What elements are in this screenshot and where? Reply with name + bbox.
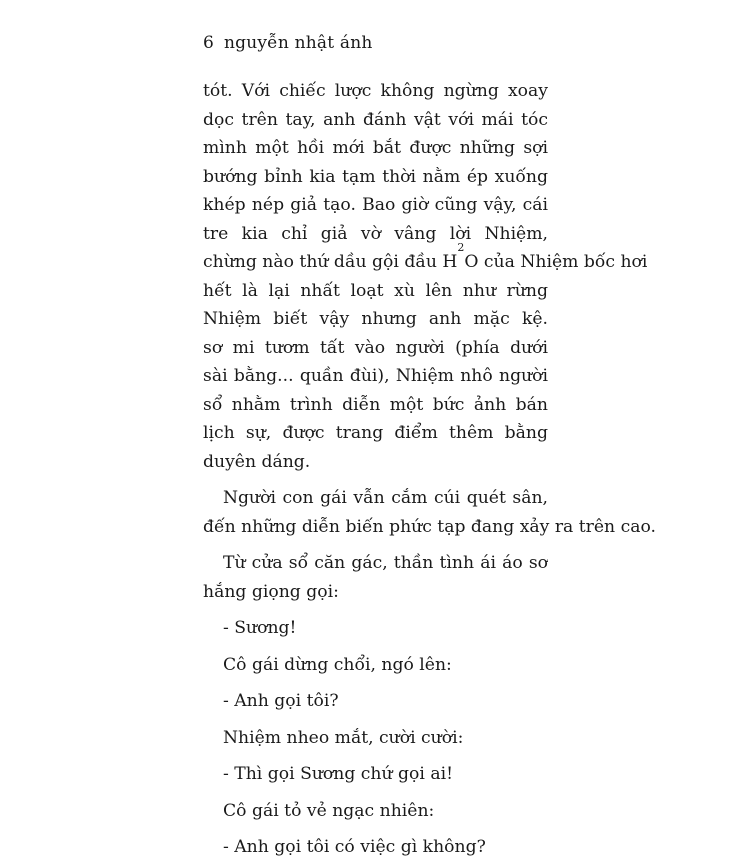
- text-line: mình một hồi mới bắt được những sợi: [203, 138, 548, 158]
- text-line: duyên dáng.: [203, 451, 311, 472]
- text-line: khép nép giả tạo. Bao giờ cũng vậy, cái: [203, 195, 548, 215]
- text-line: bướng bỉnh kia tạm thời nằm ép xuống: [203, 166, 548, 187]
- text-line: Nhiệm biết vậy nhưng anh mặc kệ.: [203, 309, 548, 329]
- text-line: lịch sự, được trang điểm thêm bằng: [203, 423, 548, 443]
- dialogue-line: - Anh gọi tôi có việc gì không?: [223, 837, 486, 857]
- author-name: nguyễn nhật ánh: [224, 33, 373, 53]
- text-line: đến những diễn biến phức tạp đang xảy ra trên cao.: [203, 516, 656, 537]
- dialogue: [203, 614, 548, 862]
- dialogue-line: Cô gái dừng chổi, ngó lên:: [223, 654, 452, 675]
- text-line: sài bằng... quần đùi), Nhiệm nhô người: [203, 366, 548, 386]
- text-line: Người con gái vẫn cắm cúi quét sân,: [223, 488, 548, 508]
- text-line: sơ mi tươm tất vào người (phía dưới: [203, 337, 548, 358]
- page-number: 6: [203, 33, 214, 53]
- text-line-part: O của Nhiệm bốc hơi: [464, 252, 648, 272]
- text-line: tre kia chỉ giả vờ vâng lời Nhiệm,: [203, 223, 548, 244]
- dialogue-line: - Thì gọi Sương chứ gọi ai!: [223, 764, 453, 784]
- text-line: hắng giọng gọi:: [203, 581, 339, 602]
- paragraph-2: [203, 484, 656, 541]
- body-text: [203, 77, 656, 862]
- running-head: [203, 33, 373, 53]
- dialogue-line: Nhiệm nheo mắt, cười cười:: [223, 727, 464, 748]
- text-line: tót. Với chiếc lược không ngừng xoay: [203, 81, 548, 101]
- paragraph-3: [203, 549, 548, 606]
- text-line: hết là lại nhất loạt xù lên như rừng: [203, 280, 548, 301]
- text-line-with-subscript: [203, 241, 648, 277]
- dialogue-line: Cô gái tỏ vẻ ngạc nhiên:: [223, 800, 435, 821]
- dialogue-line: - Sương!: [223, 618, 297, 638]
- text-line-part: chừng nào thứ dầu gội đầu H: [203, 252, 458, 272]
- text-line: sổ nhằm trình diễn một bức ảnh bán: [203, 394, 548, 415]
- paragraph-1: [203, 77, 648, 476]
- text-line: Từ cửa sổ căn gác, thần tình ái áo sơ: [223, 553, 548, 573]
- text-line: dọc trên tay, anh đánh vật với mái tóc: [203, 109, 548, 130]
- dialogue-line: - Anh gọi tôi?: [223, 691, 339, 711]
- subscript: 2: [457, 241, 465, 254]
